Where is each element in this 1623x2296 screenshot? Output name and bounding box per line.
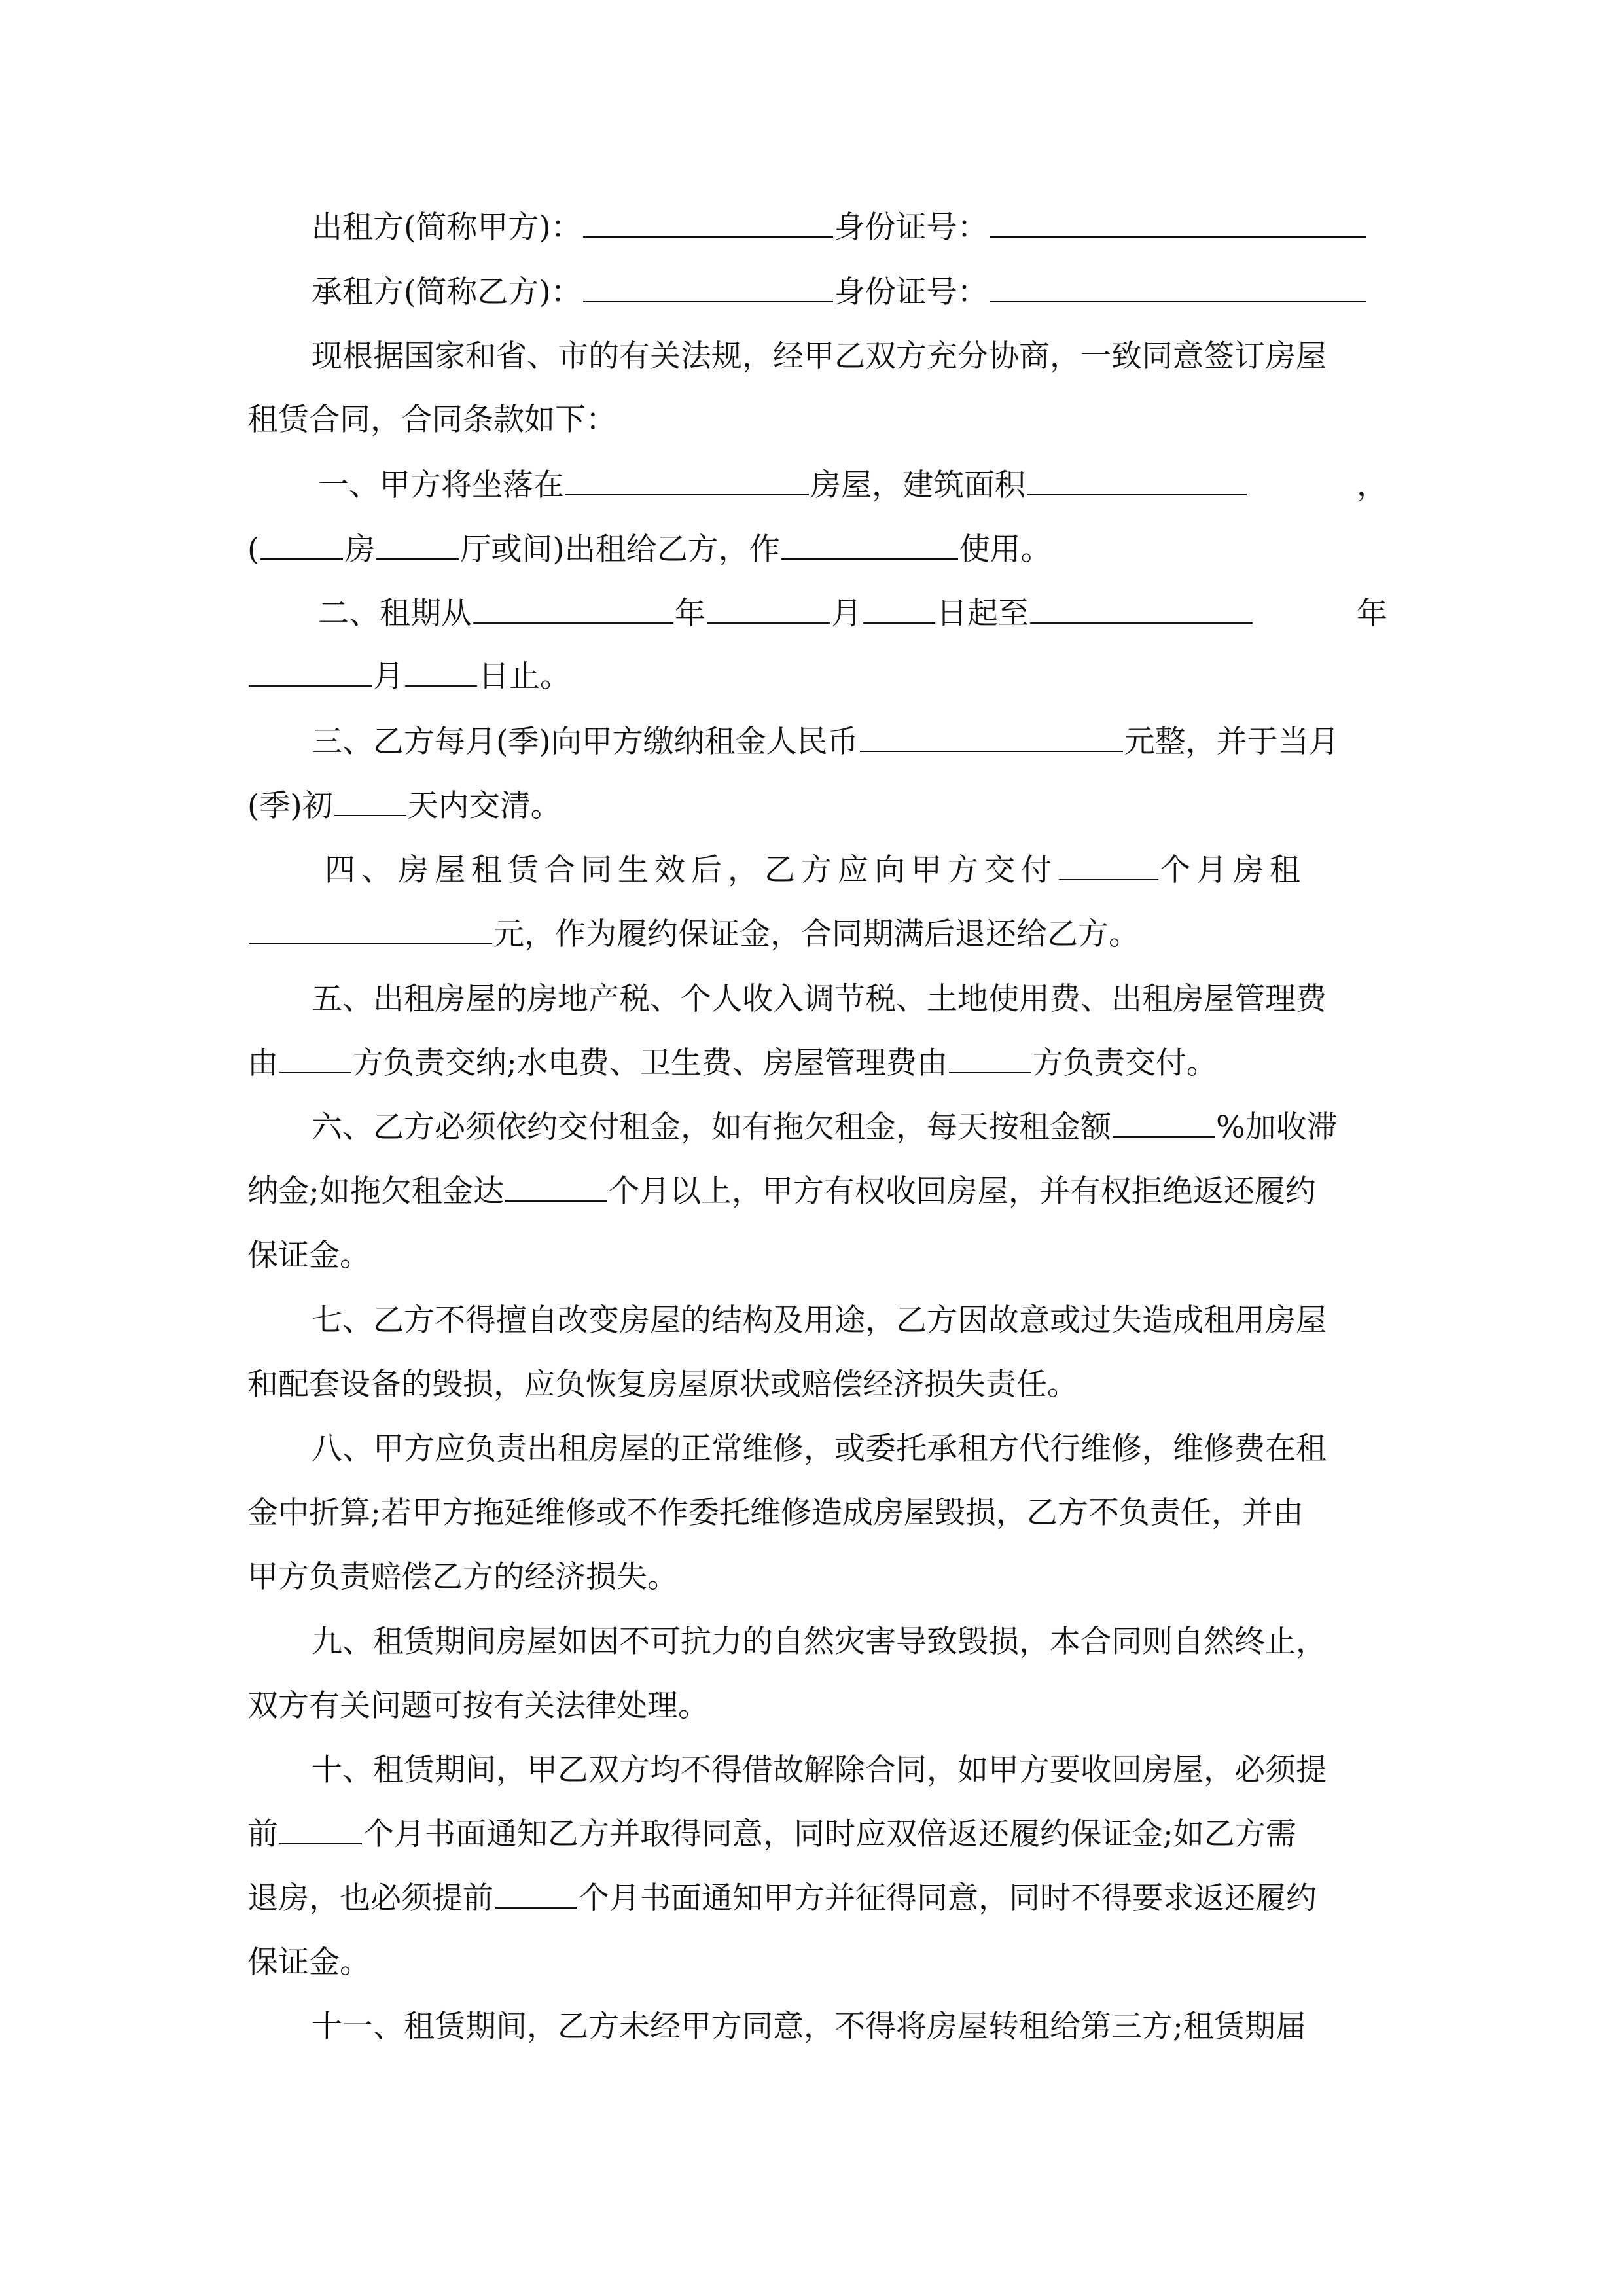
clause-text: 日起至: [936, 596, 1029, 632]
clause-text: 房: [344, 531, 376, 567]
clause-text: 月: [831, 596, 862, 632]
lessee-notice-months-blank[interactable]: [495, 1884, 577, 1909]
lessor-id-label: 身份证号：: [834, 209, 988, 245]
clause-11-line-1: [312, 2007, 1387, 2047]
lessee-line: [312, 273, 1387, 312]
clause-text: 四、房屋租赁合同生效后，乙方应向甲方交付: [325, 852, 1058, 888]
clause-9-line-1: [312, 1623, 1387, 1662]
clause-text: 和配套设备的毁损，应负恢复房屋原状或赔偿经济损失责任。: [247, 1367, 1078, 1403]
lessor-label: 出租方(简称甲方)：: [312, 209, 582, 245]
clause-10-line-4: [247, 1943, 1387, 1982]
intro-line-1: [312, 337, 1387, 376]
location-blank[interactable]: [565, 471, 809, 495]
intro-line-2: [247, 401, 1387, 440]
clause-text: 一、甲方将坐落在: [318, 467, 564, 503]
clause-text: 八、甲方应负责出租房屋的正常维修，或委托承租方代行维修，维修费在租: [312, 1431, 1327, 1467]
clause-text: 使用。: [959, 531, 1052, 567]
clause-text: 纳金;如拖欠租金达: [247, 1174, 504, 1210]
area-blank[interactable]: [1027, 471, 1247, 495]
clause-text: 保证金。: [247, 1238, 370, 1274]
clause-1-line-2: [247, 530, 1387, 569]
clause-text: 由: [247, 1045, 278, 1081]
clause-7-line-2: [247, 1365, 1387, 1405]
clause-text: 六、乙方必须依约交付租金，如有拖欠租金，每天按租金额: [312, 1109, 1111, 1145]
clause-text: 十、租赁期间，甲乙双方均不得借故解除合同，如甲方要收回房屋，必须提: [312, 1752, 1327, 1788]
clause-text: 十一、租赁期间，乙方未经甲方同意，不得将房屋转租给第三方;租赁期届: [312, 2009, 1306, 2045]
clause-6-line-2: [247, 1172, 1387, 1211]
clause-text: 甲方负责赔偿乙方的经济损失。: [247, 1559, 678, 1595]
tax-party-blank[interactable]: [279, 1049, 351, 1073]
lessor-id-blank[interactable]: [990, 213, 1366, 238]
rent-amount-blank[interactable]: [860, 727, 1123, 752]
intro-text-1: 现根据国家和省、市的有关法规，经甲乙双方充分协商，一致同意签订房屋: [312, 338, 1327, 374]
lessee-id-label: 身份证号：: [834, 274, 988, 310]
lessor-notice-months-blank[interactable]: [279, 1820, 362, 1844]
pay-days-blank[interactable]: [334, 791, 406, 816]
clause-text: 五、出租房屋的房地产税、个人收入调节税、土地使用费、出租房屋管理费: [312, 981, 1327, 1017]
deposit-months-blank[interactable]: [1059, 855, 1158, 880]
clause-text: 厅或间)出租给乙方，作: [460, 531, 780, 567]
end-day-blank[interactable]: [405, 662, 477, 687]
clause-1-line-1: [318, 466, 1387, 505]
clause-text: 方负责交纳;水电费、卫生费、房屋管理费由: [353, 1045, 948, 1081]
lessor-line: [312, 208, 1387, 247]
clause-9-line-2: [247, 1687, 1387, 1726]
clause-text: 双方有关问题可按有关法律处理。: [247, 1688, 709, 1724]
lessee-id-blank[interactable]: [990, 278, 1366, 302]
clause-text: (季)初: [247, 788, 333, 824]
clause-text: 房屋，建筑面积: [810, 467, 1026, 503]
clause-10-line-2: [247, 1815, 1387, 1854]
clause-text: 元，作为履约保证金，合同期满后退还给乙方。: [493, 916, 1139, 952]
clause-10-line-1: [312, 1751, 1387, 1790]
clause-text: 退房，也必须提前: [247, 1880, 493, 1916]
arrears-months-blank[interactable]: [505, 1177, 607, 1202]
clause-8-line-1: [312, 1429, 1387, 1469]
clause-3-line-2: [247, 787, 1387, 826]
clause-6-line-1: [312, 1108, 1387, 1147]
clause-text: 日止。: [478, 658, 571, 694]
clause-7-line-1: [312, 1301, 1387, 1340]
utility-party-blank[interactable]: [949, 1049, 1031, 1073]
clause-text: 方负责交付。: [1032, 1045, 1217, 1081]
clause-text: 金中折算;若甲方拖延维修或不作委托维修造成房屋毁损，乙方不负责任，并由: [247, 1495, 1304, 1531]
clause-6-line-3: [247, 1236, 1387, 1276]
late-fee-rate-blank[interactable]: [1113, 1113, 1215, 1138]
usage-blank[interactable]: [781, 535, 958, 560]
clause-text: %加收滞: [1216, 1109, 1338, 1145]
clause-text: 个月以上，甲方有权收回房屋，并有权拒绝返还履约: [608, 1174, 1316, 1210]
intro-text-2: 租赁合同，合同条款如下：: [247, 402, 616, 438]
clause-text: (: [247, 531, 260, 567]
clause-text: 元整，并于当月: [1124, 724, 1340, 760]
clause-5-line-2: [247, 1044, 1387, 1083]
lessee-label: 承租方(简称乙方)：: [312, 274, 582, 310]
clause-text: 年: [675, 596, 705, 632]
clause-text: 月: [373, 658, 404, 694]
clause-text: 个月书面通知乙方并取得同意，同时应双倍返还履约保证金;如乙方需: [363, 1816, 1296, 1852]
start-day-blank[interactable]: [863, 599, 935, 624]
end-month-blank[interactable]: [249, 662, 372, 687]
clause-3-line-1: [312, 723, 1387, 762]
clause-4-line-1: [325, 851, 1387, 890]
clause-text: 七、乙方不得擅自改变房屋的结构及用途，乙方因故意或过失造成租用房屋: [312, 1302, 1327, 1338]
clause-text: 九、租赁期间房屋如因不可抗力的自然灾害导致毁损，本合同则自然终止，: [312, 1624, 1327, 1660]
clause-text: 三、乙方每月(季)向甲方缴纳租金人民币: [312, 724, 859, 760]
clause-text: 个月书面通知甲方并征得同意，同时不得要求返还履约: [579, 1880, 1317, 1916]
clause-text: 天内交清。: [407, 788, 562, 824]
clause-text: 年: [1357, 596, 1387, 632]
end-year-blank[interactable]: [1030, 599, 1253, 624]
clause-text: 个月房租: [1160, 852, 1306, 888]
halls-blank[interactable]: [376, 535, 459, 560]
clause-8-line-2: [247, 1494, 1387, 1533]
start-month-blank[interactable]: [707, 599, 830, 624]
clause-8-line-3: [247, 1558, 1387, 1597]
deposit-amount-blank[interactable]: [249, 920, 492, 944]
start-year-blank[interactable]: [473, 599, 673, 624]
rooms-blank[interactable]: [260, 535, 343, 560]
clause-text: ，: [1357, 467, 1387, 503]
clause-text: 二、租期从: [318, 596, 472, 632]
clause-2-line-1: [318, 594, 1387, 634]
lessor-name-blank[interactable]: [583, 213, 833, 238]
clause-5-line-1: [312, 980, 1387, 1019]
clause-10-line-3: [247, 1879, 1387, 1918]
clause-text: 保证金。: [247, 1945, 370, 1981]
clause-2-line-2: [247, 657, 1387, 696]
lessee-name-blank[interactable]: [583, 278, 833, 302]
clause-text: 前: [247, 1816, 278, 1852]
clause-4-line-2: [247, 915, 1387, 954]
